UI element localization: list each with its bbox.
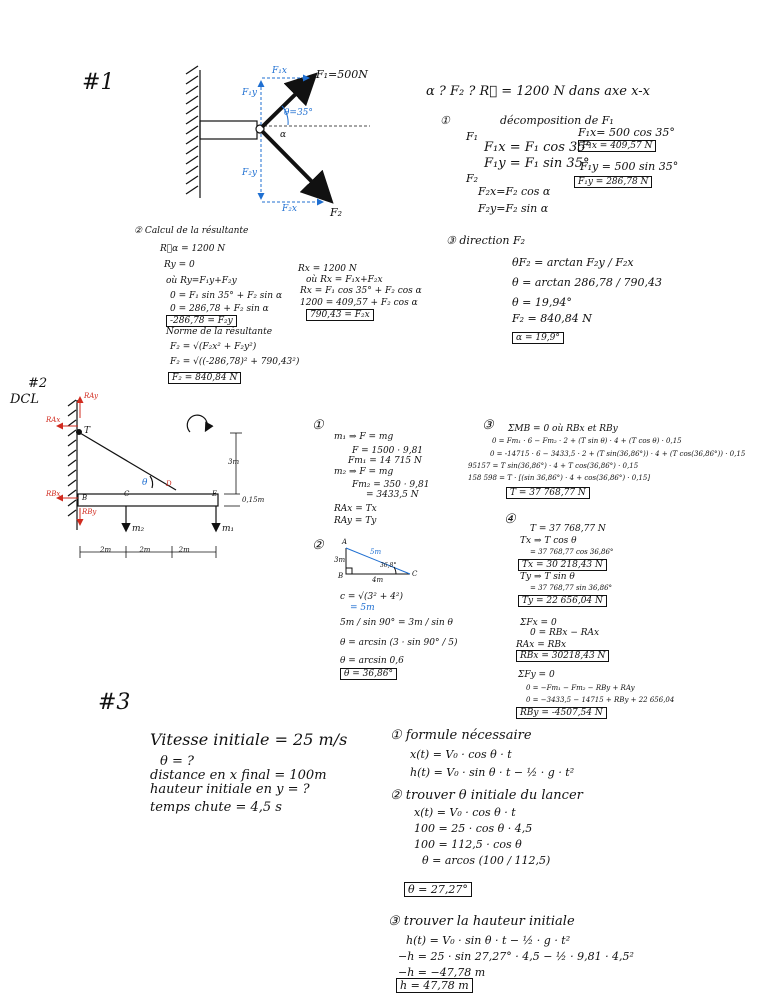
p3-height-2: −h = −47,78 m bbox=[398, 966, 486, 979]
p2-s3-num: ③ bbox=[482, 418, 494, 433]
p2-height-label: 3m bbox=[228, 458, 240, 466]
p1-dec-line-4: F₂x=F₂ cos α bbox=[478, 185, 551, 198]
p1-forces bbox=[261, 78, 370, 202]
p1-wall bbox=[186, 66, 257, 198]
p2-s2-line-1: = 5m bbox=[350, 603, 375, 613]
p2-s3-box: T = 37 768,77 N bbox=[506, 487, 590, 499]
p3-given-4: temps chute = 4,5 s bbox=[150, 800, 282, 815]
p2-s4-num: ④ bbox=[504, 512, 516, 527]
p1-calc-line-3: 0 = F₁ sin 35° + F₂ sin α bbox=[170, 291, 283, 301]
p3-formula-1: h(t) = V₀ · sin θ · t − ½ · g · t² bbox=[410, 766, 575, 779]
p1-question: α ? F₂ ? R⃗ = 1200 N dans axe x-x bbox=[426, 84, 650, 99]
p2-s2-box: θ = 36,86° bbox=[340, 668, 397, 680]
p1-dec-num: ① bbox=[440, 114, 450, 127]
p2-dcl bbox=[68, 400, 242, 558]
p2-ty-line-0: Ty ⇒ T sin θ bbox=[520, 572, 575, 582]
p1-dir-line-0: θF₂ = arctan F₂y / F₂x bbox=[512, 256, 634, 269]
p1-f1-label: F₁=500N bbox=[316, 68, 368, 81]
p3-theta-3: θ = arcos (100 / 112,5) bbox=[422, 854, 551, 867]
p2-theta-label: θ bbox=[142, 478, 148, 488]
p2-tri-c: C bbox=[412, 570, 418, 578]
p2-s1-line-2: Fm₁ = 14 715 N bbox=[348, 456, 422, 466]
p2-dist-label: 2m 2m 2m bbox=[100, 546, 190, 554]
p2-ty-box: Ty = 22 656,04 N bbox=[518, 595, 607, 607]
p2-s4-line-1: Tx ⇒ T cos θ bbox=[520, 536, 577, 546]
p2-s2-line-2: 5m / sin 90° = 3m / sin θ bbox=[340, 618, 453, 628]
p3-theta-0: x(t) = V₀ · cos θ · t bbox=[414, 806, 516, 819]
p2-s2-line-4: θ = arcsin 0,6 bbox=[340, 656, 404, 666]
p2-e-label: E bbox=[212, 490, 218, 498]
p1-dec-title: décomposition de F₁ bbox=[500, 114, 614, 127]
p2-header: #2 bbox=[28, 376, 48, 391]
p1-rx-line-0: Rx = 1200 N bbox=[298, 264, 357, 274]
p2-fx-line-1: 0 = RBx − RAx bbox=[530, 628, 600, 638]
p1-calc-line-0: R⃗α = 1200 N bbox=[160, 244, 226, 254]
p1-f1x-calc: F₁x= 500 cos 35° bbox=[578, 126, 675, 139]
p2-c-label: C bbox=[124, 490, 130, 498]
p2-s3-line-2: 0 = -14715 · 6 − 3433,5 · 2 + (T sin(36,86°)) · 4 + (T cos(36,86°)) · 0,15 bbox=[490, 450, 746, 458]
p2-s4-line-2: = 37 768,77 cos 36,86° bbox=[530, 548, 614, 556]
p2-s3-line-1: 0 = Fm₁ · 6 − Fm₂ · 2 + (T sin θ) · 4 + (T cos θ) · 0,15 bbox=[492, 437, 682, 445]
p1-dec-line-1: F₁x = F₁ cos 35° bbox=[484, 140, 593, 155]
p1-calc-box: -286,78 = F₂y bbox=[166, 315, 237, 327]
p2-thick-label: 0,15m bbox=[242, 496, 265, 504]
p2-tx-box: Tx = 30 218,43 N bbox=[518, 559, 607, 571]
p1-dec-line-5: F₂y=F₂ sin α bbox=[478, 202, 549, 215]
p2-s2-num: ② bbox=[312, 538, 324, 553]
p2-m1-label: m₁ bbox=[222, 524, 235, 534]
p2-rax-label: RAx bbox=[46, 416, 61, 424]
p1-f1y-result: F₁y = 286,78 N bbox=[574, 176, 652, 188]
p1-f2-label: F₂ bbox=[330, 206, 343, 219]
p2-fy-line-0: ΣFy = 0 bbox=[518, 670, 555, 680]
p1-dec-line-3: F₂ bbox=[466, 172, 479, 185]
p2-tri-h: 3m bbox=[334, 556, 346, 564]
p3-given-2: distance en x final = 100m bbox=[150, 768, 327, 783]
p3-formula-title: ① formule nécessaire bbox=[390, 728, 532, 743]
p2-s2-line-0: c = √(3² + 4²) bbox=[340, 592, 403, 602]
p2-fy-line-1: 0 = −Fm₁ − Fm₂ − RBy + RAy bbox=[526, 684, 635, 692]
p1-norme-box: F₂ = 840,84 N bbox=[168, 372, 241, 384]
p2-dcl-label: DCL bbox=[10, 392, 40, 407]
p2-tri-hyp: 5m bbox=[370, 548, 382, 556]
p1-calc-title: ② Calcul de la résultante bbox=[134, 226, 249, 236]
p1-calc-line-1: Ry = 0 bbox=[164, 260, 195, 270]
p1-dir-line-1: θ = arctan 286,78 / 790,43 bbox=[512, 276, 663, 289]
p1-f1x-label: F₁x bbox=[272, 66, 287, 76]
p2-s1-line-4: Fm₂ = 350 · 9,81 bbox=[352, 480, 430, 490]
p2-ty-line-1: = 37 768,77 sin 36,86° bbox=[530, 584, 613, 592]
p2-s1-line-5: = 3433,5 N bbox=[366, 490, 419, 500]
p1-dir-title: ③ direction F₂ bbox=[446, 234, 526, 247]
p1-dir-line-3: F₂ = 840,84 N bbox=[512, 312, 592, 325]
p1-rx-line-3: 1200 = 409,57 + F₂ cos α bbox=[300, 298, 418, 308]
p3-theta-title: ② trouver θ initiale du lancer bbox=[390, 788, 583, 803]
p2-s1-line-0: m₁ ⇒ F = mg bbox=[334, 432, 394, 442]
p1-f2y-label: F₂y bbox=[242, 168, 257, 178]
p1-header: #1 bbox=[82, 70, 115, 95]
p2-pin-a bbox=[76, 429, 82, 435]
p2-s1-line-1: F = 1500 · 9,81 bbox=[352, 446, 424, 456]
p1-f2x-label: F₂x bbox=[282, 204, 297, 214]
p2-s3-line-4: 158 598 = T · [(sin 36,86°) · 4 + cos(36,86°) · 0,15] bbox=[468, 474, 651, 482]
p1-rx-line-2: Rx = F₁ cos 35° + F₂ cos α bbox=[300, 286, 422, 296]
p1-f1y-label: F₁y bbox=[242, 88, 257, 98]
p2-fy-line-2: 0 = −3433,5 − 14715 + RBy + 22 656,04 bbox=[526, 696, 675, 704]
p2-fx-line-0: ΣFx = 0 bbox=[520, 618, 557, 628]
p3-theta-2: 100 = 112,5 · cos θ bbox=[414, 838, 522, 851]
p1-f1y-calc: F₁y = 500 sin 35° bbox=[580, 160, 679, 173]
p1-theta-label: θ=35° bbox=[284, 108, 313, 118]
p1-norme-title: Norme de la résultante bbox=[166, 327, 273, 337]
p2-tri-b: B bbox=[338, 572, 344, 580]
p2-fx-line-2: RAx = RBx bbox=[516, 640, 567, 650]
p2-tri-angle: 36,8° bbox=[380, 562, 397, 569]
p3-given-1: θ = ? bbox=[160, 754, 194, 769]
p1-dir-box: α = 19,9° bbox=[512, 332, 564, 344]
p1-f1x-result: F₁x = 409,57 N bbox=[578, 140, 656, 152]
p3-theta-box: θ = 27,27° bbox=[404, 882, 472, 897]
p3-given-3: hauteur initiale en y = ? bbox=[150, 782, 310, 797]
p1-norme-line-1: F₂ = √((-286,78)² + 790,43²) bbox=[170, 357, 300, 367]
p2-ray-label: RAy bbox=[84, 392, 98, 400]
p1-dec-line-0: F₁ bbox=[466, 130, 479, 143]
p3-theta-1: 100 = 25 · cos θ · 4,5 bbox=[414, 822, 533, 835]
p1-alpha-label: α bbox=[280, 130, 287, 140]
p2-s3-line-3: 95157 = T sin(36,86°) · 4 + T cos(36,86°) · 0,15 bbox=[468, 462, 639, 470]
p1-calc-line-2: où Ry=F₁y+F₂y bbox=[166, 276, 237, 286]
p2-rby-label: RBy bbox=[82, 508, 97, 516]
p1-norme-line-0: F₂ = √(F₂x² + F₂y²) bbox=[170, 342, 257, 352]
p2-fx-box: RBx = 30218,43 N bbox=[516, 650, 609, 662]
p2-s1-line-6: RAx = Tx bbox=[334, 504, 377, 514]
p3-given-0: Vitesse initiale = 25 m/s bbox=[150, 730, 348, 749]
p3-header: #3 bbox=[98, 690, 131, 715]
p2-s1-line-3: m₂ ⇒ F = mg bbox=[334, 467, 394, 477]
p3-formula-0: x(t) = V₀ · cos θ · t bbox=[410, 748, 512, 761]
p2-tri-a: A bbox=[342, 538, 348, 546]
p2-s1-line-7: RAy = Ty bbox=[334, 516, 377, 526]
p3-height-1: −h = 25 · sin 27,27° · 4,5 − ½ · 9,81 · 4,5² bbox=[398, 950, 634, 963]
p2-m2-label: m₂ bbox=[132, 524, 145, 534]
p3-height-title: ③ trouver la hauteur initiale bbox=[388, 914, 575, 929]
p3-height-0: h(t) = V₀ · sin θ · t − ½ · g · t² bbox=[406, 934, 571, 947]
p1-rx-line-1: où Rx = F₁x+F₂x bbox=[306, 275, 383, 285]
p2-fy-box: RBy = -4507,54 N bbox=[516, 707, 607, 719]
p2-tri-b-len: 4m bbox=[372, 576, 384, 584]
p2-s3-line-0: ΣMB = 0 où RBx et RBy bbox=[508, 424, 618, 434]
p2-d-label: D bbox=[166, 480, 172, 488]
p1-dec-line-2: F₁y = F₁ sin 35° bbox=[484, 156, 590, 171]
p2-s2-line-3: θ = arcsin (3 · sin 90° / 5) bbox=[340, 638, 458, 648]
p2-b-label: B bbox=[82, 494, 88, 502]
p1-calc-line-4: 0 = 286,78 + F₂ sin α bbox=[170, 304, 269, 314]
p1-dir-line-2: θ = 19,94° bbox=[512, 296, 572, 309]
p2-s4-line-0: T = 37 768,77 N bbox=[530, 524, 606, 534]
p2-t-label: T bbox=[84, 426, 91, 436]
p2-s1-num: ① bbox=[312, 418, 324, 433]
p2-rbx-label: RBx bbox=[46, 490, 61, 498]
p3-height-box: h = 47,78 m bbox=[396, 978, 473, 993]
p1-rx-box: 790,43 = F₂x bbox=[306, 309, 374, 321]
